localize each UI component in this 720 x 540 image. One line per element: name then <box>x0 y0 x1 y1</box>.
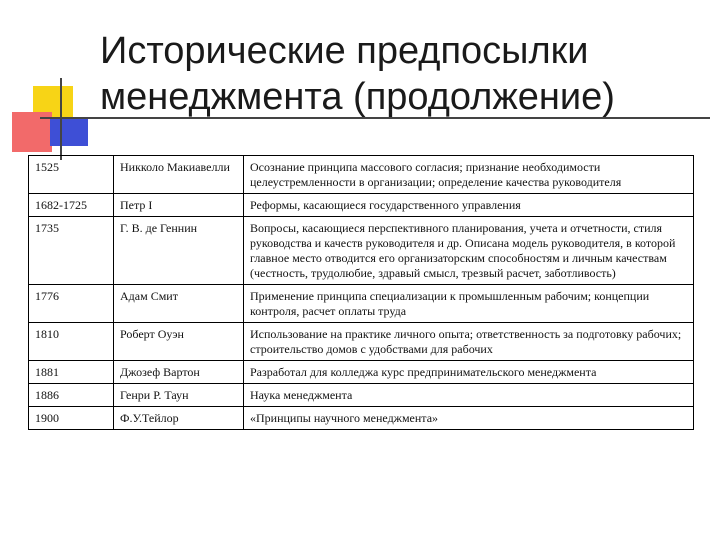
description-cell: Применение принципа специализации к промышленным рабочим; концепции контроля, расчет оплаты труда <box>244 285 694 323</box>
description-cell: Разработал для колледжа курс предпринимательского менеджмента <box>244 361 694 384</box>
year-cell: 1886 <box>29 384 114 407</box>
slide-title <box>100 28 700 120</box>
person-cell: Роберт Оуэн <box>114 323 244 361</box>
year-cell: 1776 <box>29 285 114 323</box>
description-cell: Вопросы, касающиеся перспективного планирования, учета и отчетности, стиля руководства и качеств руководителя и др. Описана модель руководителя, в которой главное место отводится его организаторским способностям и личным качествам (честность, трудолюбие, здравый смысл, трезвый расчет, заботливость) <box>244 217 694 285</box>
table-row <box>29 361 694 384</box>
person-cell: Ф.У.Тейлор <box>114 407 244 430</box>
year-cell: 1525 <box>29 156 114 194</box>
decor-vertical-line <box>60 78 62 160</box>
description-cell: Осознание принципа массового согласия; признание необходимости целеустремленности в организации; определение качества руководителя <box>244 156 694 194</box>
year-cell: 1735 <box>29 217 114 285</box>
person-cell: Петр I <box>114 194 244 217</box>
person-cell: Г. В. де Геннин <box>114 217 244 285</box>
description-cell: Наука менеджмента <box>244 384 694 407</box>
table-row <box>29 407 694 430</box>
description-cell: «Принципы научного менеджмента» <box>244 407 694 430</box>
table-row <box>29 156 694 194</box>
slide-title-line-2: менеджмента (продолжение) <box>100 76 615 118</box>
table-row <box>29 384 694 407</box>
year-cell: 1900 <box>29 407 114 430</box>
year-cell: 1810 <box>29 323 114 361</box>
person-cell: Генри Р. Таун <box>114 384 244 407</box>
table-row <box>29 217 694 285</box>
slide-title-line-1: Исторические предпосылки <box>100 30 589 72</box>
year-cell: 1881 <box>29 361 114 384</box>
person-cell: Адам Смит <box>114 285 244 323</box>
table-row <box>29 194 694 217</box>
person-cell: Никколо Макиавелли <box>114 156 244 194</box>
decor-blue-square <box>50 118 88 146</box>
table-row <box>29 285 694 323</box>
table-row <box>29 323 694 361</box>
person-cell: Джозеф Вартон <box>114 361 244 384</box>
history-table <box>28 155 694 430</box>
description-cell: Использование на практике личного опыта; ответственность за подготовку рабочих; строительство домов с удобствами для рабочих <box>244 323 694 361</box>
year-cell: 1682-1725 <box>29 194 114 217</box>
description-cell: Реформы, касающиеся государственного управления <box>244 194 694 217</box>
